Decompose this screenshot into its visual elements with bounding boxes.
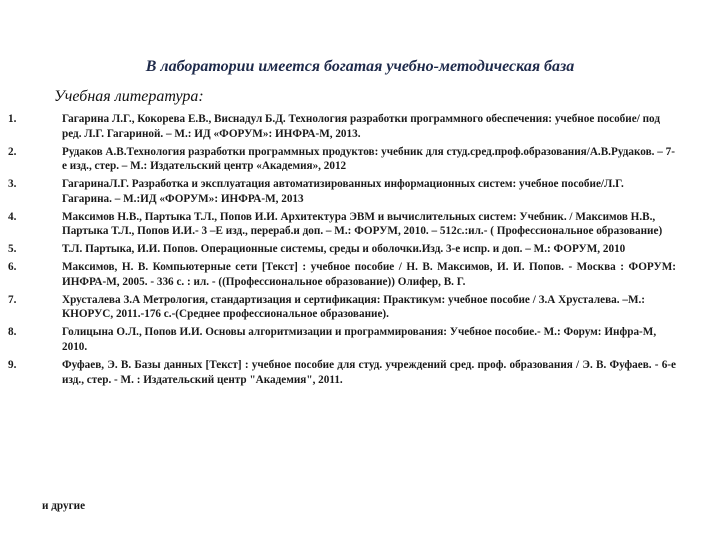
item-text: Рудаков А.В.Технология разработки программных продуктов: учебник для студ.сред.проф.образования/А.В.Рудаков. – 7-е изд., стер. – М.: Издательский центр «Академия», 2012 <box>62 145 675 173</box>
literature-item-9 <box>0 358 720 387</box>
item-text: Т.Л. Партыка, И.И. Попов. Операционные системы, среды и оболочки.Изд. 3-е испр. и доп. – М.: ФОРУМ, 2010 <box>62 243 626 256</box>
item-number: 1. <box>8 113 17 125</box>
literature-item-7 <box>0 293 720 322</box>
item-text: Хрусталева З.А Метрология, стандартизация и сертификация: Практикум: учебное пособие / З.А Хрусталева. –М.: КНОРУС, 2011.-176 с.-(Среднее профессиональное образование). <box>62 293 646 321</box>
literature-list <box>0 112 720 391</box>
item-number: 7. <box>8 293 17 306</box>
item-number: 8. <box>8 326 17 339</box>
item-number: 3. <box>8 178 17 191</box>
item-text: Фуфаев, Э. В. Базы данных [Текст] : учебное пособие для студ. учреждений сред. проф. образования / Э. В. Фуфаев. - 6-е изд., стер. - М. : Издательский центр "Академия", 2011. <box>62 359 676 386</box>
literature-item-4 <box>0 210 720 239</box>
item-text: Гагарина Л.Г., Кокорева Е.В., Виснадул Б.Д. Технология разработки программного обеспечения: учебное пособие/ под ред. Л.Г. Гагариной. – М.: ИД «ФОРУМ»: ИНФРА-М, 2013. <box>62 113 660 140</box>
literature-item-5 <box>0 242 720 257</box>
item-text: Голицына О.Л., Попов И.И. Основы алгоритмизации и программирования: Учебное пособие.- М.: Форум: Инфра-М, 2010. <box>62 326 657 354</box>
item-text: ГагаринаЛ.Г. Разработка и эксплуатация автоматизированных информационных систем: учебное пособие/Л.Г. Гагарина. – М.:ИД «ФОРУМ»: ИНФРА-М, 2013 <box>62 178 624 205</box>
item-text: Максимов Н.В., Партыка Т.Л., Попов И.И. Архитектура ЭВМ и вычислительных систем: Учебник. / Максимов Н.В., Партыка Т.Л., Попов И.И.- 3 –Е изд., перераб.и доп. – М.: ФОРУМ, 2010. – 512с.:ил.- ( Профессиональное образование) <box>62 210 663 238</box>
page-heading: В лаборатории имеется богатая учебно-методическая база <box>145 58 575 75</box>
and-others-note: и другие <box>42 500 86 512</box>
literature-item-6 <box>0 260 720 289</box>
item-number: 5. <box>8 243 17 256</box>
literature-item-8 <box>0 325 720 354</box>
item-number: 6. <box>8 261 17 274</box>
item-number: 2. <box>8 145 17 158</box>
item-number: 9. <box>8 359 17 372</box>
item-text: Максимов, Н. В. Компьютерные сети [Текст] : учебное пособие / Н. В. Максимов, И. И. Попов. - Москва : ФОРУМ: ИНФРА-М, 2005. - 336 с. : ил. - ((Профессиональное образование)) Олифер, В. Г. <box>62 261 676 288</box>
section-subheading: Учебная литература: <box>54 88 204 105</box>
literature-item-3 <box>0 177 720 206</box>
item-number: 4. <box>8 210 17 223</box>
literature-item-2 <box>0 145 720 174</box>
literature-item-1 <box>0 112 720 141</box>
